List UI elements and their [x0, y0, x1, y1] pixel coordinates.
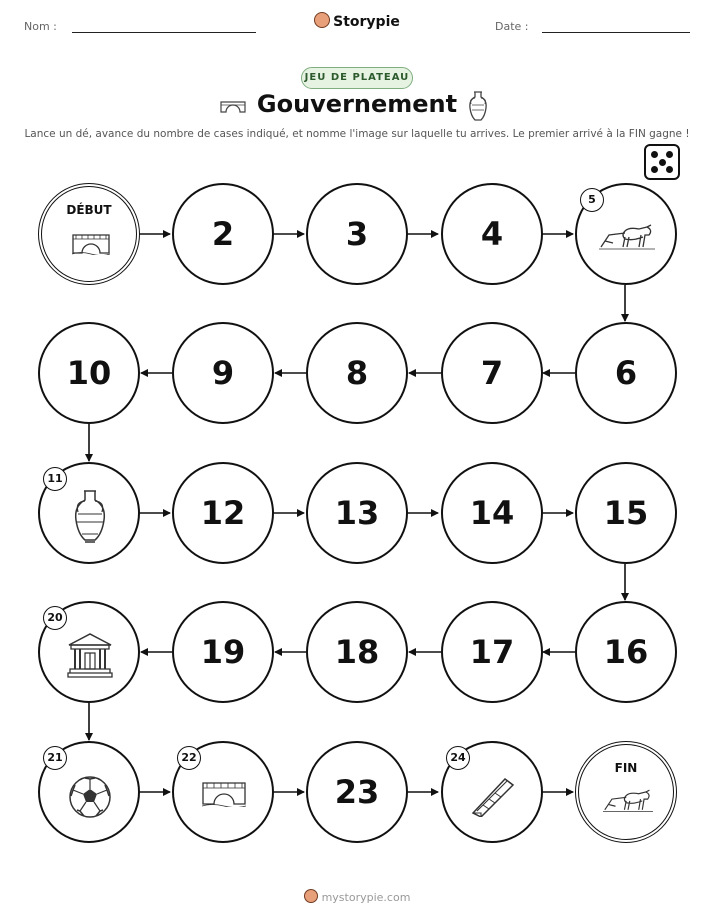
cell-number: 16: [603, 633, 649, 671]
page-title: Gouvernement: [256, 90, 458, 118]
cell-number: 4: [480, 215, 504, 253]
cell-number: 15: [603, 494, 649, 532]
date-label: Date :: [495, 20, 529, 33]
board-cell-finish: [575, 741, 677, 843]
board-cell-22: [172, 741, 274, 843]
cell-number: 10: [66, 354, 112, 392]
cell-number-badge: 21: [43, 746, 67, 770]
cell-number-badge: 22: [177, 746, 201, 770]
bridge-icon: [72, 231, 110, 255]
cell-number: 7: [480, 354, 504, 392]
cell-number: 3: [345, 215, 369, 253]
board-cell-3: [306, 183, 408, 285]
footer: [0, 889, 714, 904]
board-cell-4: [441, 183, 543, 285]
board-cell-13: [306, 462, 408, 564]
cell-number-badge: 20: [43, 606, 67, 630]
cell-number: 17: [469, 633, 515, 671]
name-label: Nom :: [24, 20, 57, 33]
board-cell-6: [575, 322, 677, 424]
board-cell-15: [575, 462, 677, 564]
board-cell-24: [441, 741, 543, 843]
board-cell-8: [306, 322, 408, 424]
board-cell-20: [38, 601, 140, 703]
cell-number-badge: 11: [43, 467, 67, 491]
board-cell-7: [441, 322, 543, 424]
aqueduct-icon: [469, 773, 517, 817]
amphora-icon: [70, 488, 110, 544]
cell-number: 18: [334, 633, 380, 671]
board-cell-16: [575, 601, 677, 703]
cell-label: DÉBUT: [66, 203, 112, 217]
board-cell-5: [575, 183, 677, 285]
board-cell-11: [38, 462, 140, 564]
board-cell-9: [172, 322, 274, 424]
cell-number: 9: [211, 354, 235, 392]
board-cell-21: [38, 741, 140, 843]
brand-name: Storypie: [333, 14, 400, 30]
storypie-logo-icon: [304, 889, 318, 903]
plow-ox-icon: [603, 785, 653, 815]
board-cell-23: [306, 741, 408, 843]
board-cell-10: [38, 322, 140, 424]
board-cell-18: [306, 601, 408, 703]
cell-number-badge: 24: [446, 746, 470, 770]
bridge-icon: [202, 779, 246, 807]
cell-number: 2: [211, 215, 235, 253]
board-cell-start: [38, 183, 140, 285]
cell-number: 8: [345, 354, 369, 392]
category-badge: JEU DE PLATEAU: [301, 67, 413, 89]
board-cell-14: [441, 462, 543, 564]
board-cell-17: [441, 601, 543, 703]
cell-number-badge: 5: [580, 188, 604, 212]
board-cell-2: [172, 183, 274, 285]
board-cell-19: [172, 601, 274, 703]
cell-number: 19: [200, 633, 246, 671]
courthouse-icon: [66, 631, 114, 679]
cell-number: 23: [334, 773, 380, 811]
footer-url[interactable]: mystorypie.com: [321, 891, 411, 904]
cell-number: 14: [469, 494, 515, 532]
cell-number: 13: [334, 494, 380, 532]
cell-number: 12: [200, 494, 246, 532]
cell-number: 6: [614, 354, 638, 392]
plow-ox-icon: [599, 221, 655, 251]
soccer-ball-icon: [68, 775, 112, 819]
cell-label: FIN: [614, 761, 638, 775]
instructions: Lance un dé, avance du nombre de cases indiqué, et nomme l'image sur laquelle tu arrives. Le premier arrivé à la FIN gagne !: [24, 128, 690, 140]
board-cell-12: [172, 462, 274, 564]
